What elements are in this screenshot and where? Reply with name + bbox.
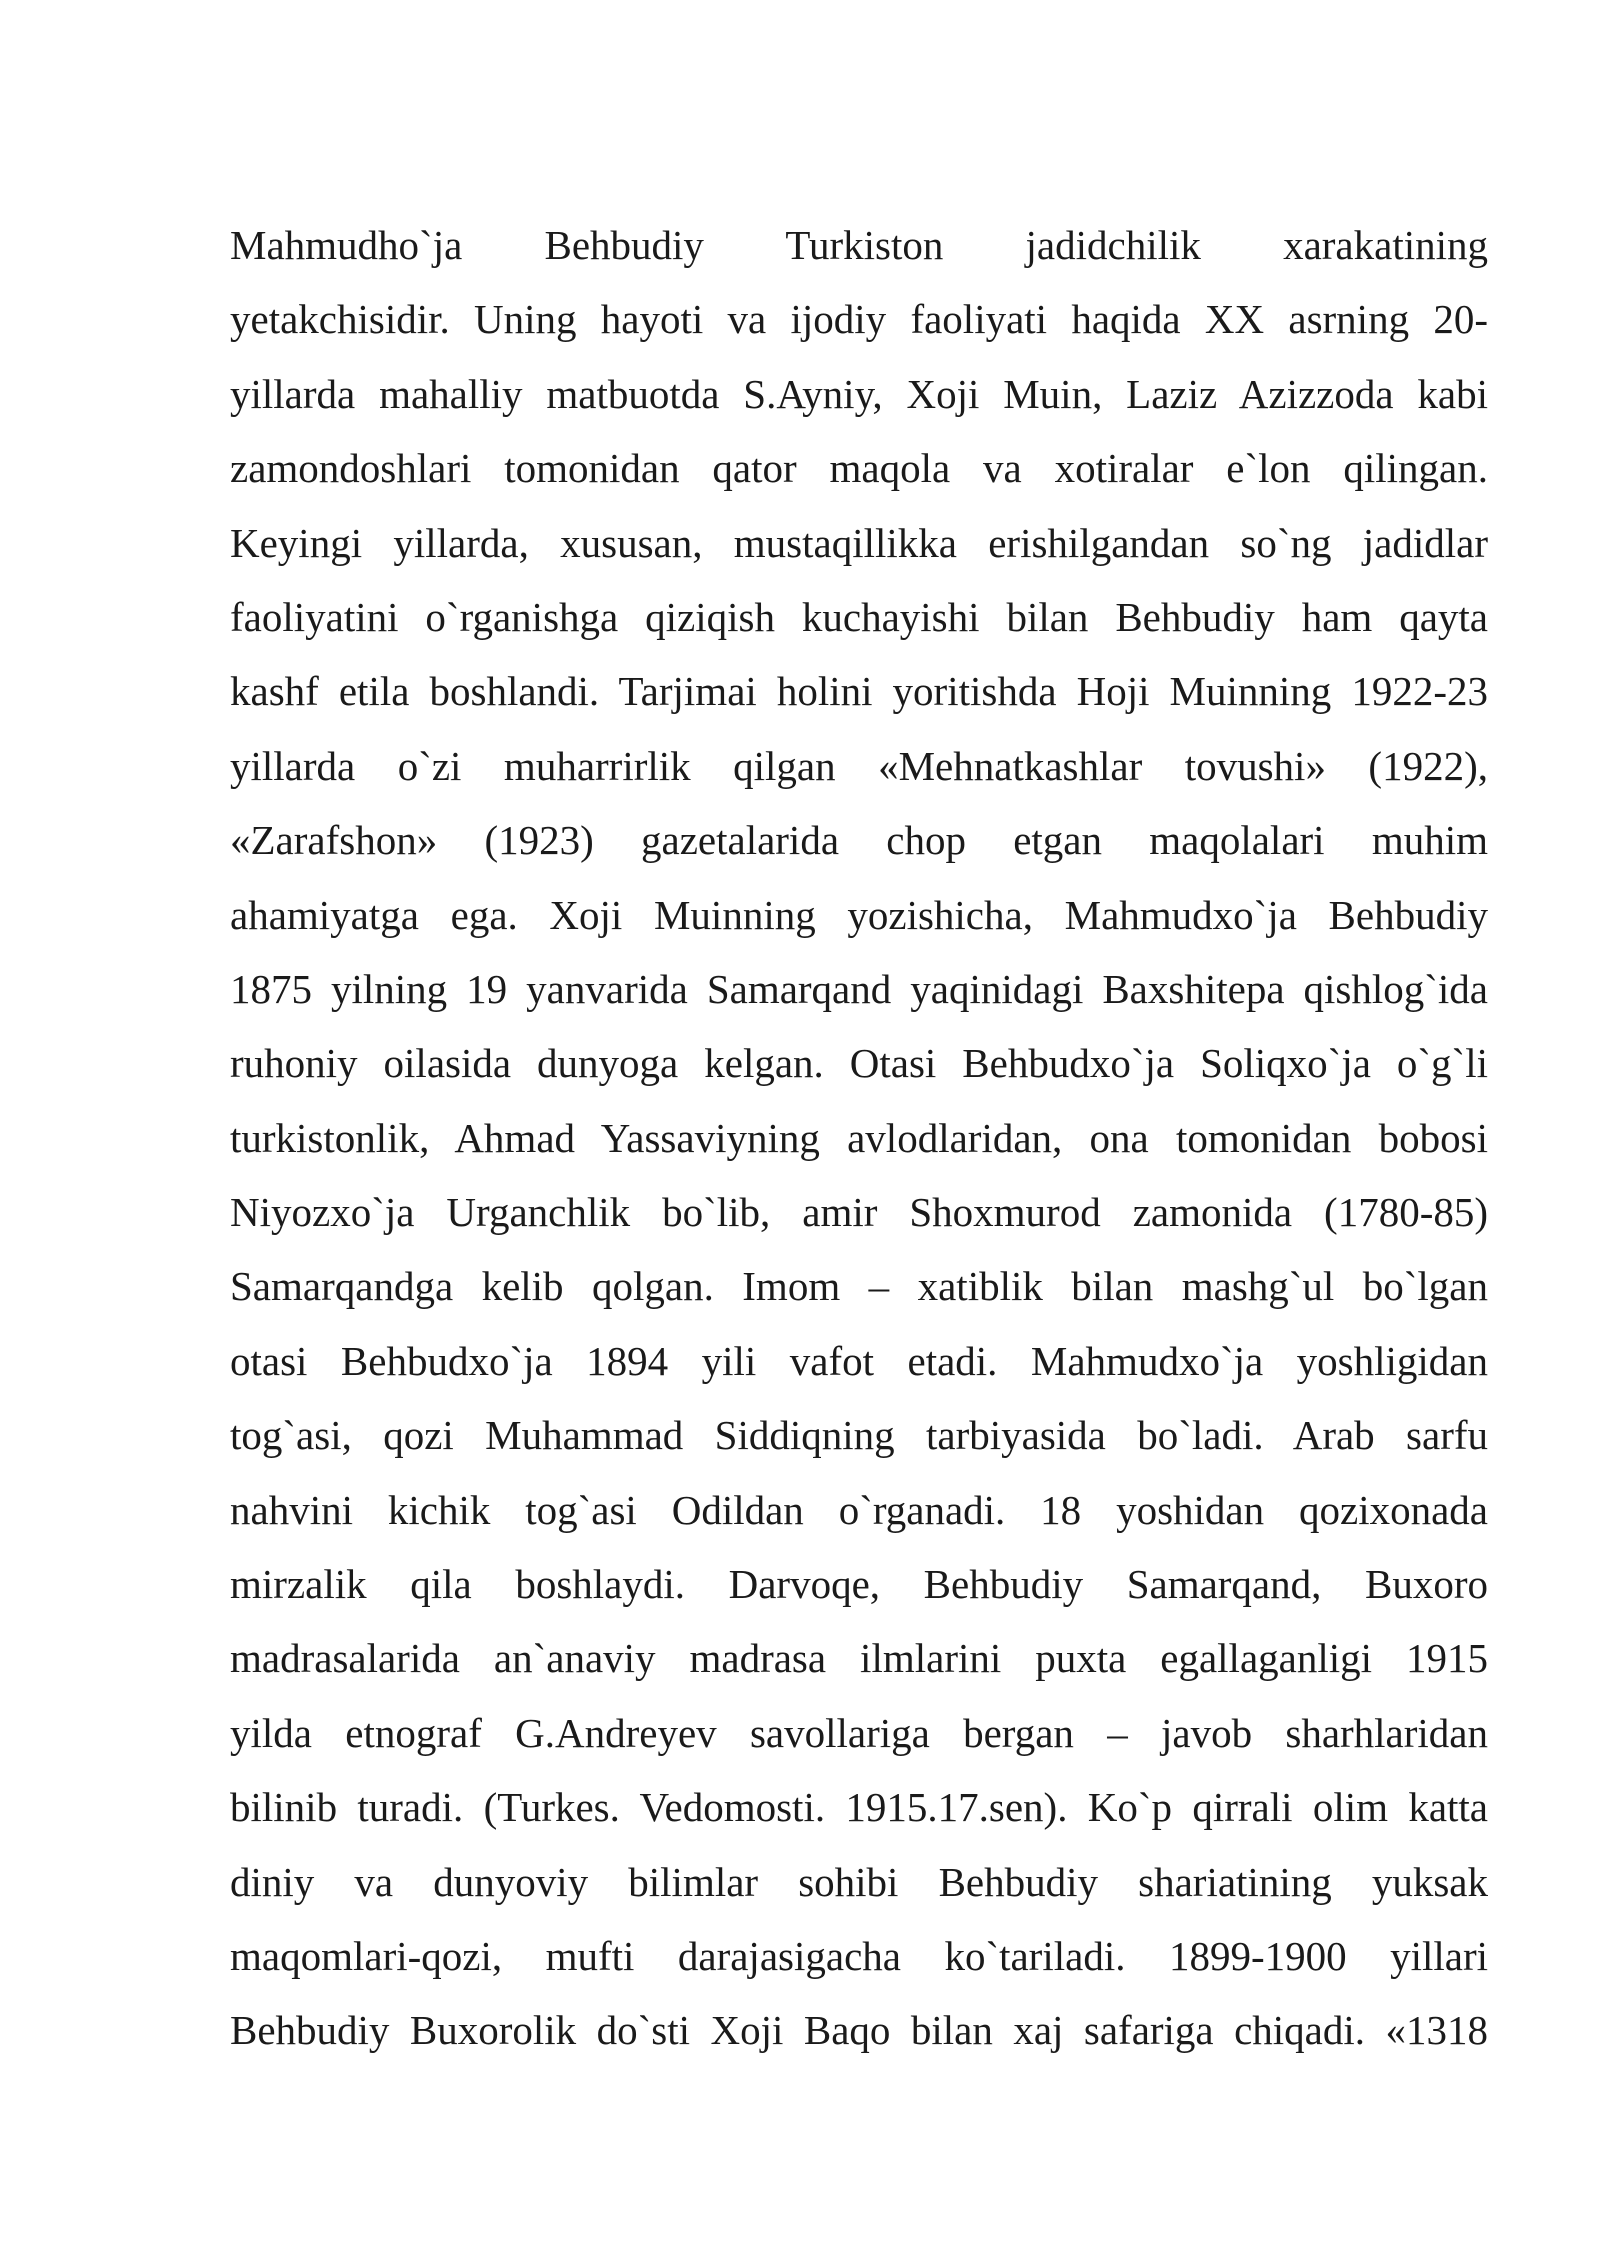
body-text [230, 208, 1488, 2068]
text-line: bilinib turadi. (Turkes. Vedomosti. 1915.17.sen). Ko`p qirrali olim katta [230, 1784, 1488, 1831]
text-line: «Zarafshon» (1923) gazetalarida chop etgan maqolalari muhim [230, 817, 1488, 864]
text-line: mirzalik qila boshlaydi. Darvoqe, Behbudiy Samarqand, Buxoro [230, 1561, 1488, 1608]
text-line: turkistonlik, Ahmad Yassaviyning avlodlaridan, ona tomonidan bobosi [230, 1114, 1488, 1161]
text-line: faoliyatini o`rganishga qiziqish kuchayishi bilan Behbudiy ham qayta [230, 593, 1488, 640]
text-line: yillarda o`zi muharrirlik qilgan «Mehnatkashlar tovushi» (1922), [230, 742, 1488, 789]
text-line: yilda etnograf G.Andreyev savollariga bergan – javob sharhlaridan [230, 1709, 1488, 1756]
text-line: kashf etila boshlandi. Tarjimai holini yoritishda Hoji Muinning 1922-23 [230, 668, 1488, 715]
text-line: Keyingi yillarda, xususan, mustaqillikka erishilgandan so`ng jadidlar [230, 519, 1488, 566]
text-line: zamondoshlari tomonidan qator maqola va xotiralar e`lon qilingan. [230, 445, 1488, 492]
text-line: otasi Behbudxo`ja 1894 yili vafot etadi. Mahmudxo`ja yoshligidan [230, 1337, 1488, 1384]
text-line: Behbudiy Buxorolik do`sti Xoji Baqo bilan xaj safariga chiqadi. «1318 [230, 2007, 1488, 2054]
text-line: maqomlari-qozi, mufti darajasigacha ko`tariladi. 1899-1900 yillari [230, 1932, 1488, 1979]
text-line: yillarda mahalliy matbuotda S.Ayniy, Xoji Muin, Laziz Azizzoda kabi [230, 370, 1488, 417]
text-line: ahamiyatga ega. Xoji Muinning yozishicha, Mahmudxo`ja Behbudiy [230, 891, 1488, 938]
text-line: Mahmudho`ja Behbudiy Turkiston jadidchilik xarakatining [230, 222, 1488, 268]
text-line: nahvini kichik tog`asi Odildan o`rganadi. 18 yoshidan qozixonada [230, 1486, 1488, 1533]
text-line: Niyozxo`ja Urganchlik bo`lib, amir Shoxmurod zamonida (1780-85) [230, 1189, 1488, 1236]
text-line: diniy va dunyoviy bilimlar sohibi Behbudiy shariatining yuksak [230, 1858, 1488, 1905]
text-line: Samarqandga kelib qolgan. Imom – xatiblik bilan mashg`ul bo`lgan [230, 1263, 1488, 1310]
text-line: tog`asi, qozi Muhammad Siddiqning tarbiyasida bo`ladi. Arab sarfu [230, 1412, 1488, 1459]
text-line: yetakchisidir. Uning hayoti va ijodiy faoliyati haqida XX asrning 20- [230, 296, 1488, 343]
text-line: ruhoniy oilasida dunyoga kelgan. Otasi Behbudxo`ja Soliqxo`ja o`g`li [230, 1040, 1488, 1087]
text-line: madrasalarida an`anaviy madrasa ilmlarini puxta egallaganligi 1915 [230, 1635, 1488, 1682]
text-line: 1875 yilning 19 yanvarida Samarqand yaqinidagi Baxshitepa qishlog`ida [230, 965, 1488, 1012]
